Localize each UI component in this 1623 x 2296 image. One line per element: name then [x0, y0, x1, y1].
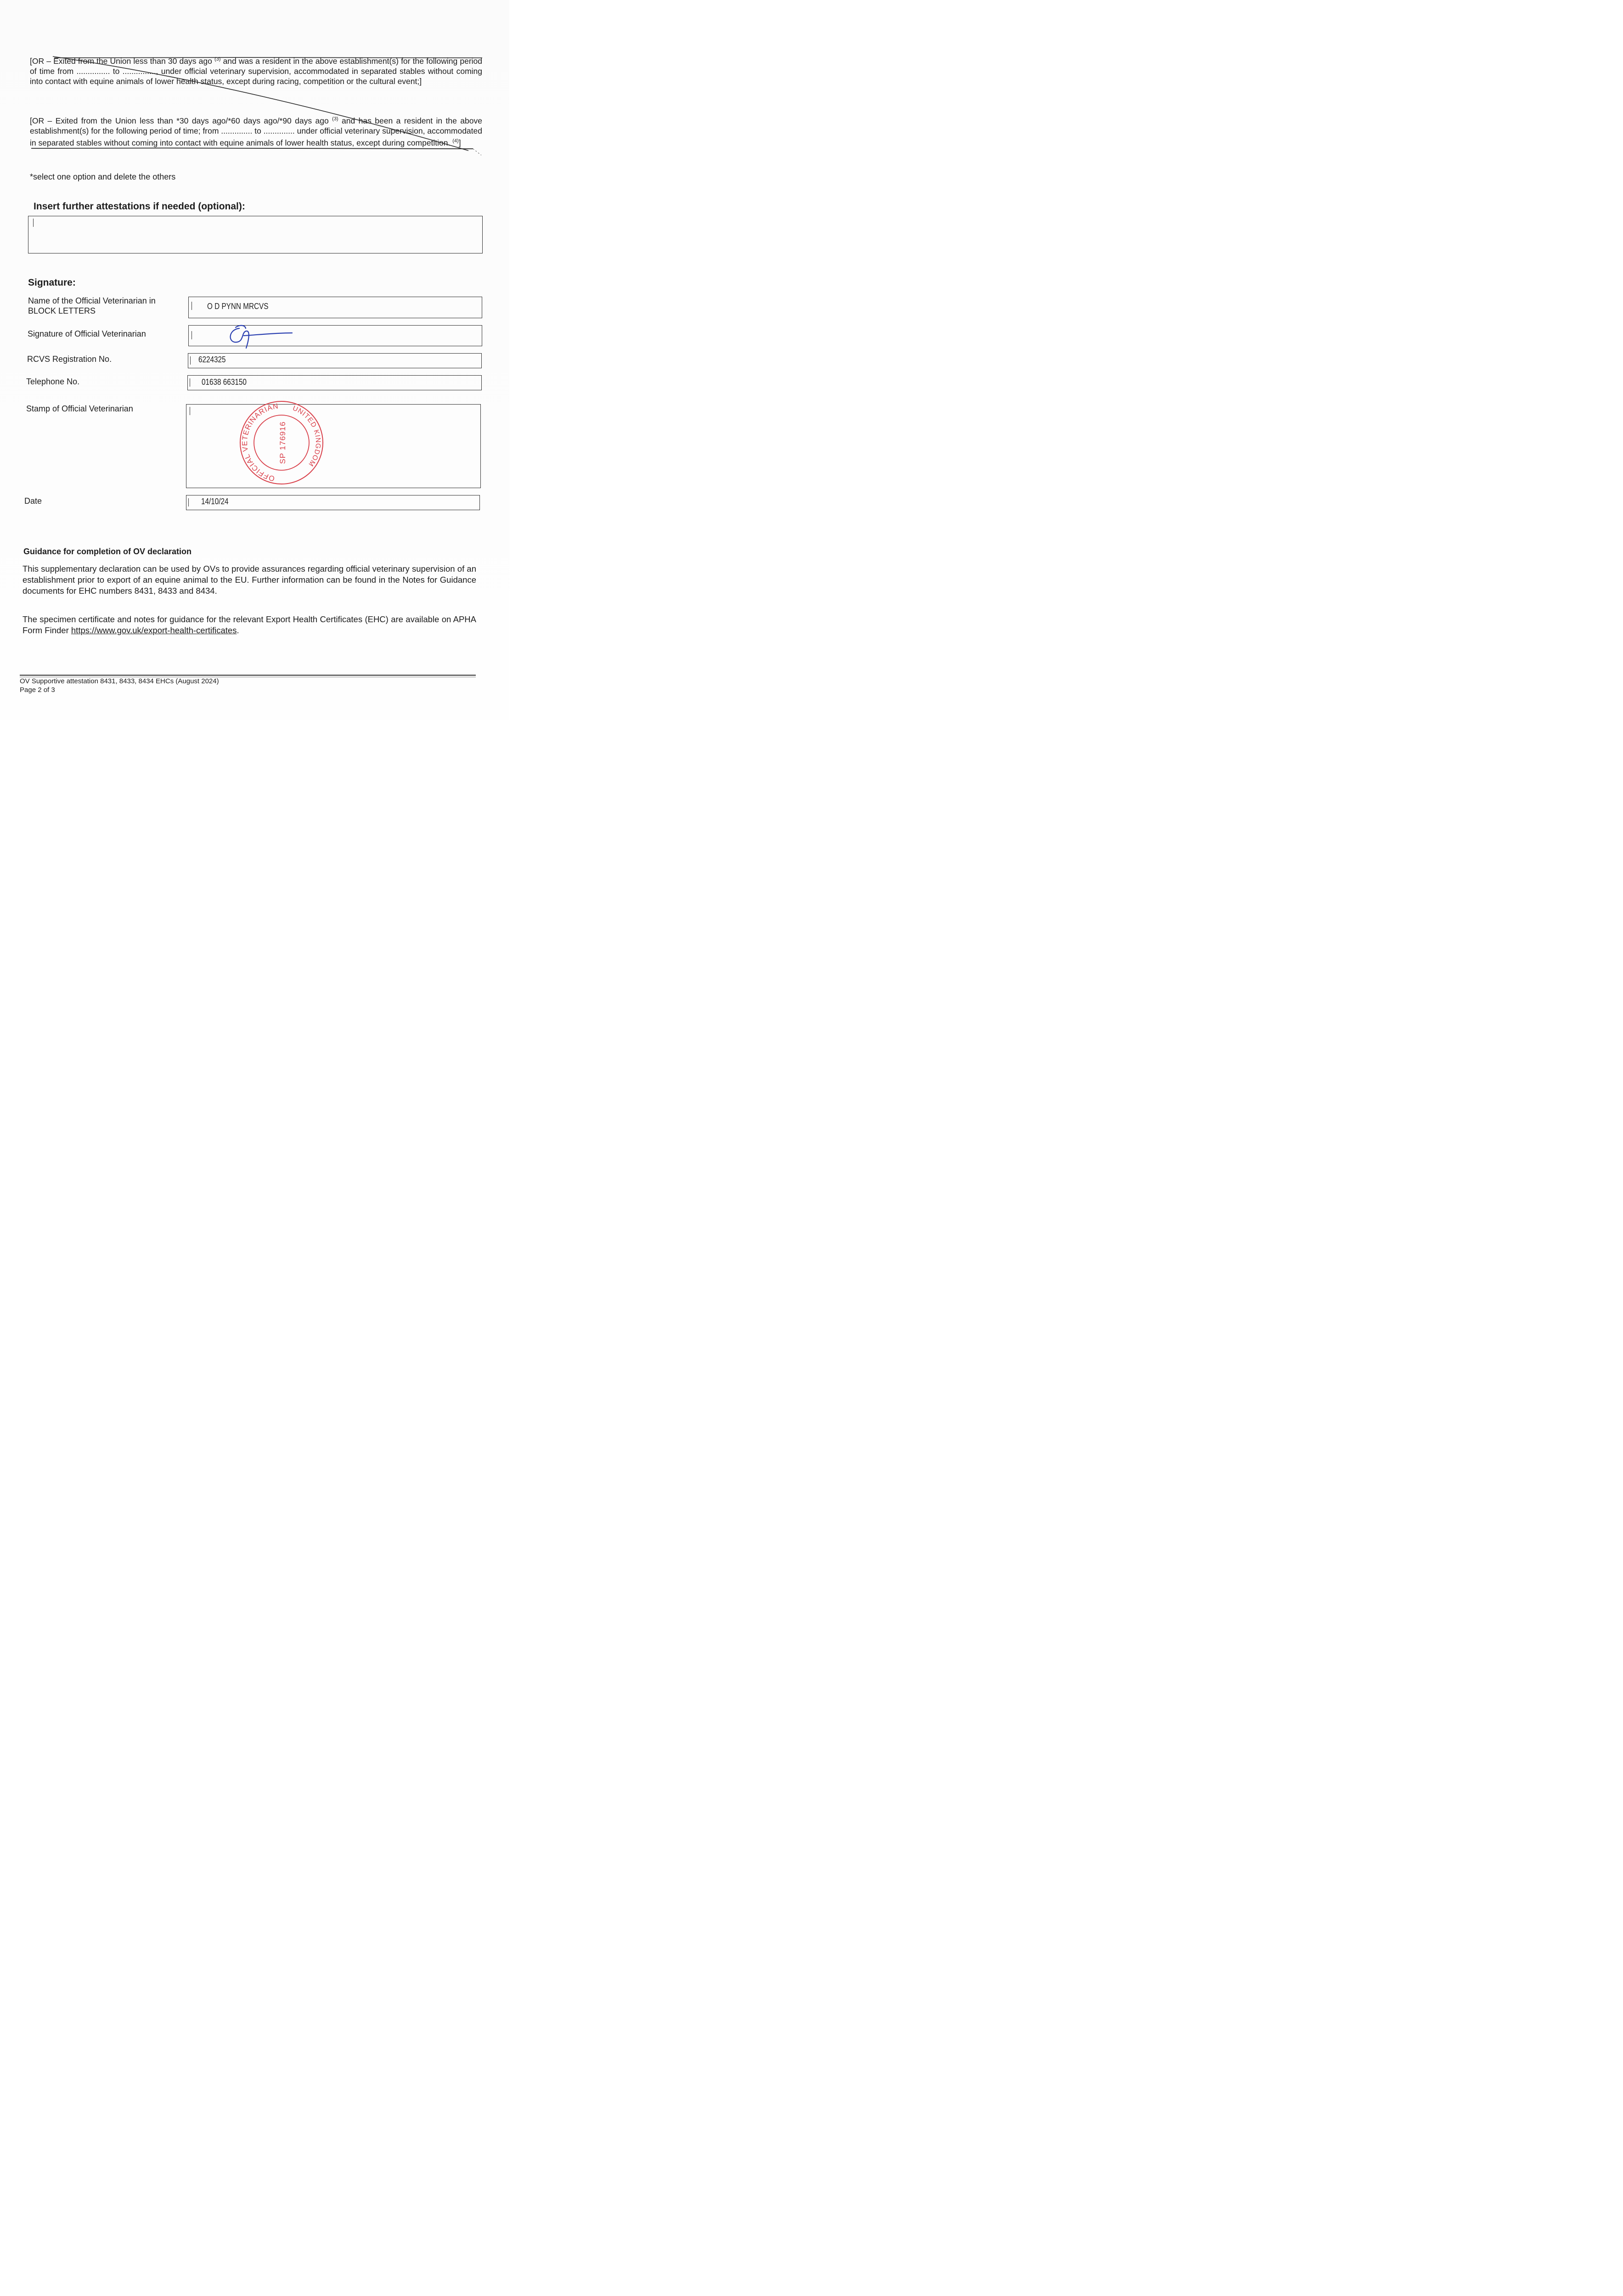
further-attestations-heading: Insert further attestations if needed (optional):	[34, 201, 245, 212]
date-field[interactable]	[186, 495, 480, 510]
paragraph-text: ]	[458, 138, 461, 147]
strike-line-tail	[473, 149, 481, 155]
rcvs-field[interactable]	[188, 353, 482, 368]
telephone-field[interactable]	[187, 375, 482, 390]
export-health-certificates-link[interactable]: https://www.gov.uk/export-health-certificates	[71, 625, 237, 635]
rcvs-value: 6224325	[198, 355, 226, 364]
strike-line-3	[31, 148, 473, 149]
select-option-note: *select one option and delete the others	[30, 172, 176, 181]
paragraph-text: [OR – Exited from the Union less than *30 days ago/*60 days ago/*90 days ago	[30, 116, 332, 125]
signature-field[interactable]	[188, 325, 482, 346]
stamp-center-number: SP 176916	[278, 421, 287, 464]
text-cursor	[33, 219, 34, 227]
text-cursor	[190, 356, 191, 365]
name-field[interactable]	[188, 297, 482, 318]
signature-label: Signature of Official Veterinarian	[28, 329, 146, 338]
stamp-ring-text-left: OFFICIAL VETERINARIAN	[241, 402, 279, 483]
date-value: 14/10/24	[201, 497, 229, 506]
stamp-field[interactable]	[186, 404, 481, 488]
telephone-value: 01638 663150	[202, 377, 247, 387]
further-attestations-input[interactable]	[28, 216, 483, 253]
guidance-heading: Guidance for completion of OV declaration	[23, 547, 192, 556]
text-cursor	[188, 498, 189, 506]
footer-divider	[20, 675, 476, 676]
paragraph-text: and has been a resident in the above establishment(s) for the following period of time; from .............. to .............. under official veterinary supervision, accommodated in separated stables without coming into contact with equine animals of lower health status, except during competition.	[30, 116, 482, 147]
guidance-paragraph-2	[23, 614, 476, 636]
guidance-paragraph-1: This supplementary declaration can be used by OVs to provide assurances regarding official veterinary supervision of an establishment prior to export of an equine animal to the EU. Further information can be found in the Notes for Guidance documents for EHC numbers 8431, 8433 and 8434.	[23, 564, 476, 596]
document-page	[0, 0, 509, 720]
paragraph-text: [OR – Exited from the Union less than 30 days ago	[30, 56, 214, 66]
footnote-ref: (3)	[332, 116, 338, 122]
footer-page-number: Page 2 of 3	[20, 686, 55, 694]
guidance-text: The specimen certificate and notes for guidance for the relevant Export Health Certificates (EHC) are available on APHA Form Finder	[23, 614, 476, 635]
strike-line-1	[54, 57, 482, 58]
stamp-label: Stamp of Official Veterinarian	[26, 404, 133, 413]
footer-doc-ref: OV Supportive attestation 8431, 8433, 8434 EHCs (August 2024)	[20, 677, 219, 685]
date-label: Date	[24, 496, 42, 506]
stamp-ring-text-right: UNITED KINGDOM	[291, 404, 322, 468]
paragraph-text: and was a resident in the above establishment(s) for the following period of time from ............... to ..............., under official veterinary supervision, accommodated in separated stables without coming into contact with equine animals of lower health status, except during racing, competition or the cultural event;]	[30, 56, 482, 86]
telephone-label: Telephone No.	[26, 377, 80, 386]
handwritten-signature-icon	[225, 323, 308, 350]
name-label: Name of the Official Veterinarian in BLOCK LETTERS	[28, 296, 156, 315]
footnote-ref: (3)	[214, 56, 221, 62]
name-value: O D PYNN MRCVS	[207, 302, 269, 311]
guidance-text: .	[237, 625, 239, 635]
signature-heading: Signature:	[28, 277, 76, 288]
strike-line-diagonal	[53, 56, 468, 151]
footnote-ref: (4)	[452, 138, 459, 144]
rcvs-label: RCVS Registration No.	[27, 355, 112, 364]
official-stamp-icon	[238, 399, 325, 486]
